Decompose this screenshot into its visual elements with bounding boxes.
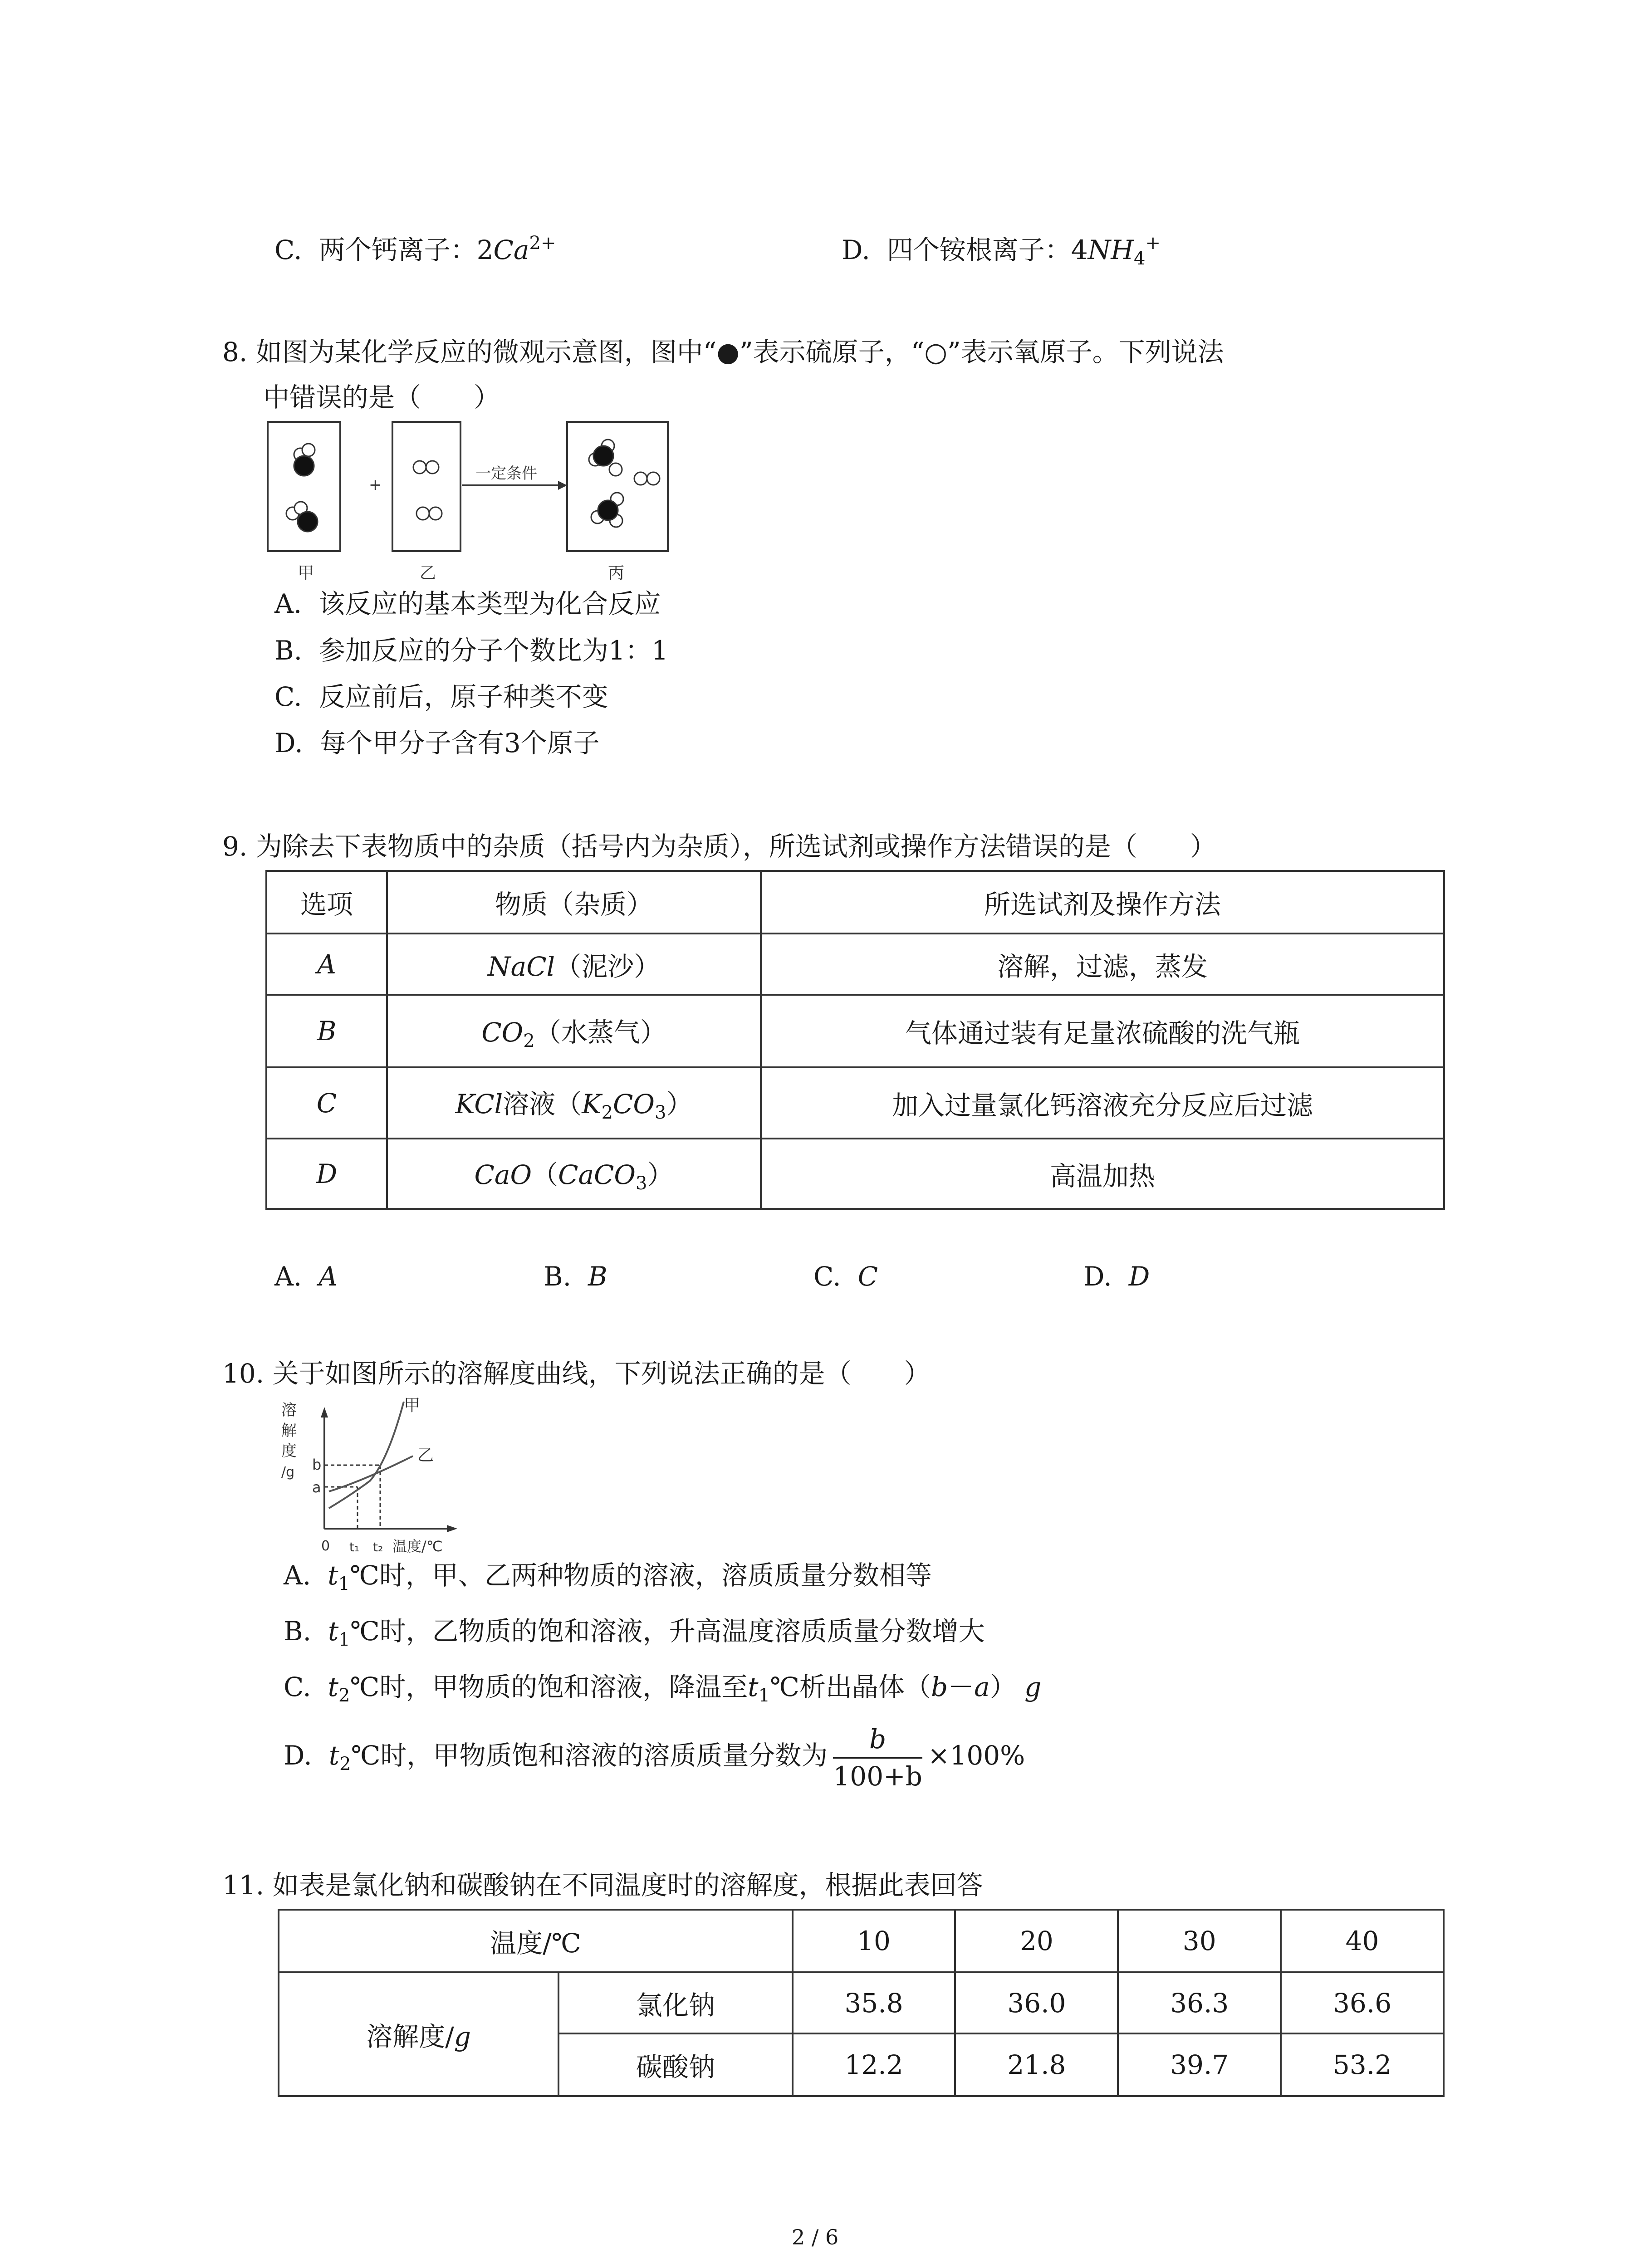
o2-molecule	[413, 461, 439, 474]
q10-option-c: C. $t_2℃$时，甲物质的饱和溶液，降温至$t_1℃$析出晶体（b－a） g	[284, 1672, 1042, 1706]
o2-molecule	[416, 507, 442, 520]
o2-molecule-remaining	[634, 472, 660, 485]
q7-option-c: C. 两个钙离子：$2Ca^{2+}$	[274, 233, 556, 265]
box-jia	[268, 422, 340, 551]
q10-stem: 10. 关于如图所示的溶解度曲线，下列说法正确的是（ ）	[222, 1358, 931, 1389]
table-header-row	[266, 871, 1444, 934]
table-header-row: 温度/℃ 10 20 30 40	[279, 1910, 1444, 1972]
label-jia: 甲	[298, 564, 314, 582]
q11-stem: 11. 如表是氯化钠和碳酸钠在不同温度时的溶解度，根据此表回答	[222, 1870, 983, 1901]
q8-option-b: B. 参加反应的分子个数比为1：1	[274, 635, 668, 666]
table-row: 溶解度/g 氯化钠 35.8 36.0 36.3 36.6	[279, 1972, 1444, 2033]
q10-option-a: A. $t_1℃$时，甲、乙两种物质的溶液，溶质质量分数相等	[284, 1560, 932, 1594]
svg-text:b: b	[312, 1456, 322, 1473]
svg-text:a: a	[312, 1479, 321, 1496]
fraction: $\frac{b}{100+b}$	[833, 1723, 922, 1792]
q9-answer-a: A. A	[274, 1261, 338, 1292]
x-axis-arrow	[447, 1525, 457, 1532]
svg-text:度: 度	[281, 1442, 297, 1460]
svg-text:乙: 乙	[417, 1446, 434, 1465]
q7-option-d: D. 四个铵根离子：$4NH_4^+$	[842, 233, 1161, 269]
q11-table	[278, 1909, 1445, 2097]
svg-text:t₁: t₁	[349, 1540, 360, 1554]
header-cell: 选项	[266, 871, 387, 934]
so2-molecule	[286, 502, 318, 532]
row-group-label: 溶解度/g	[279, 1972, 558, 2096]
svg-text:甲: 甲	[404, 1396, 421, 1415]
table-row: B $CO_2$（水蒸气） 气体通过装有足量浓硫酸的洗气瓶	[266, 995, 1444, 1067]
q9-answer-c: C. C	[813, 1261, 878, 1292]
q9-answer-d: D. D	[1083, 1261, 1150, 1292]
curve-jia	[329, 1402, 404, 1508]
condition-label: 一定条件	[475, 464, 537, 483]
so3-molecule	[589, 440, 622, 476]
table-row: A NaCl（泥沙） 溶解，过滤，蒸发	[266, 934, 1444, 995]
q9-stem: 9. 为除去下表物质中的杂质（括号内为杂质），所选试剂或操作方法错误的是（ ）	[222, 831, 1216, 862]
label-yi: 乙	[420, 564, 436, 582]
y-axis-arrow	[321, 1407, 328, 1418]
q8-stem-line2: 中错误的是（ ）	[263, 382, 500, 413]
svg-text:温度/℃: 温度/℃	[392, 1538, 443, 1555]
q8-reaction-diagram	[259, 417, 676, 590]
plus-sign: +	[369, 476, 382, 494]
svg-text:0: 0	[321, 1538, 330, 1554]
svg-text:解: 解	[281, 1422, 297, 1440]
q10-solubility-graph	[272, 1393, 476, 1565]
q8-option-d: D. 每个甲分子含有3个原子	[274, 728, 600, 758]
q8-stem-line1: 8. 如图为某化学反应的微观示意图，图中“●”表示硫原子，“○”表示氧原子。下列说法	[222, 337, 1224, 367]
so3-molecule	[591, 493, 623, 527]
page-number: 2 / 6	[792, 2225, 839, 2249]
q10-option-d: D. $t_2℃$时，甲物质饱和溶液的溶质质量分数为 $\frac{b}{100+b}$ ×100%	[284, 1723, 1025, 1792]
box-bing	[567, 422, 668, 551]
header-cell: 所选试剂及操作方法	[761, 871, 1444, 934]
q8-option-a: A. 该反应的基本类型为化合反应	[274, 588, 661, 619]
so2-molecule	[294, 444, 315, 476]
curve-yi	[329, 1456, 413, 1491]
q10-option-b: B. $t_1℃$时，乙物质的饱和溶液，升高温度溶质质量分数增大	[284, 1616, 985, 1650]
table-row: C KCl溶液$(K_2CO_3)$ 加入过量氯化钙溶液充分反应后过滤	[266, 1067, 1444, 1139]
header-cell: 物质（杂质）	[387, 871, 761, 934]
svg-text:溶: 溶	[281, 1401, 297, 1419]
q8-option-c: C. 反应前后，原子种类不变	[274, 681, 608, 712]
svg-text:t₂: t₂	[373, 1540, 383, 1554]
table-row: D CaO（CaCO$_3$） 高温加热	[266, 1139, 1444, 1209]
svg-text:/g: /g	[281, 1464, 295, 1480]
table-row: 碳酸钠 12.2 21.8 39.7 53.2	[279, 2033, 1444, 2096]
label-bing: 丙	[608, 564, 625, 582]
arrow-head	[558, 481, 567, 490]
box-yi	[392, 422, 460, 551]
q9-table	[265, 870, 1445, 1210]
q9-answer-b: B. B	[544, 1261, 607, 1292]
